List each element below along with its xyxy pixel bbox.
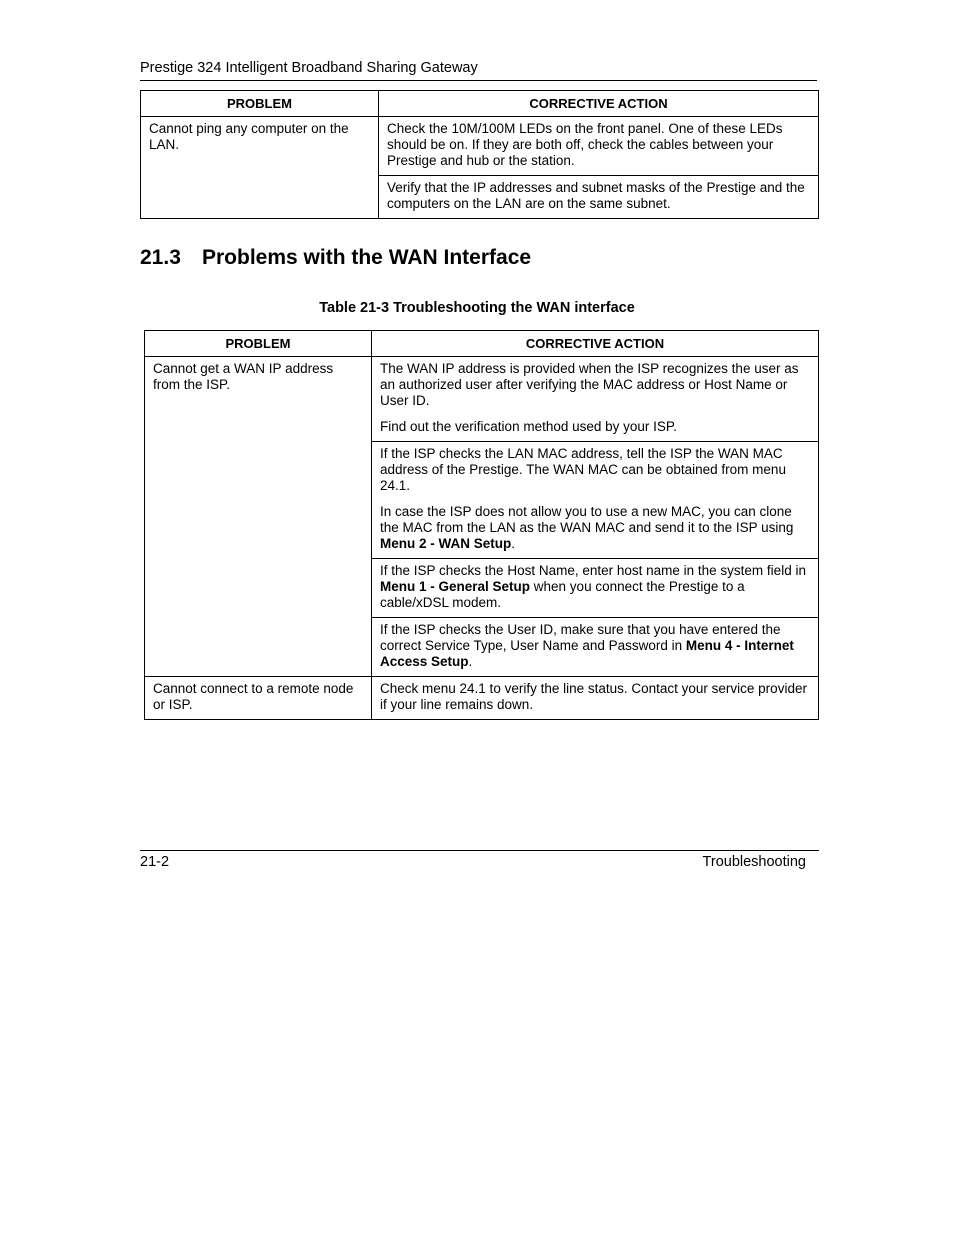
menu-reference: Menu 2 - WAN Setup bbox=[380, 536, 512, 551]
action-cell: Verify that the IP addresses and subnet masks of the Prestige and the computers on the LAN are on the same subnet. bbox=[379, 176, 819, 219]
action-paragraph: The WAN IP address is provided when the ISP recognizes the user as an authorized user after verifying the MAC address or Host Name or User ID. bbox=[380, 361, 799, 408]
text-run: If the ISP checks the Host Name, enter host name in the system field in bbox=[380, 563, 806, 578]
action-cell: Check menu 24.1 to verify the line status. Contact your service provider if your line remains down. bbox=[372, 677, 819, 720]
action-cell bbox=[372, 442, 819, 559]
action-cell bbox=[372, 357, 819, 442]
text-run: . bbox=[468, 654, 473, 669]
text-run: when you connect the Prestige to a cable/xDSL modem. bbox=[380, 579, 745, 610]
table-row bbox=[141, 117, 819, 176]
column-header-corrective-action: CORRECTIVE ACTION bbox=[379, 91, 819, 117]
action-paragraph: If the ISP checks the LAN MAC address, tell the ISP the WAN MAC address of the Prestige. The WAN MAC can be obtained from menu 24.1. bbox=[380, 446, 786, 493]
menu-reference: Menu 4 - Internet Access Setup bbox=[380, 638, 794, 669]
text-run: . bbox=[511, 536, 516, 551]
menu-reference: Menu 1 - General Setup bbox=[380, 579, 531, 594]
footer-rule bbox=[140, 850, 819, 851]
section-number: 21.3 bbox=[140, 246, 181, 269]
table-row bbox=[145, 677, 819, 720]
action-paragraph: Find out the verification method used by your ISP. bbox=[380, 419, 677, 434]
action-cell bbox=[372, 559, 819, 618]
problem-cell: Cannot ping any computer on the LAN. bbox=[141, 117, 379, 219]
table-row bbox=[145, 357, 819, 442]
section-heading bbox=[140, 246, 531, 270]
column-header-problem: PROBLEM bbox=[141, 91, 379, 117]
table-caption: Table 21-3 Troubleshooting the WAN interface bbox=[319, 300, 635, 316]
text-run: In case the ISP does not allow you to use a new MAC, you can clone the MAC from the LAN as the WAN MAC and send it to the ISP using bbox=[380, 504, 794, 535]
table-header-row bbox=[141, 91, 819, 117]
header-rule bbox=[140, 80, 817, 81]
page-number: 21-2 bbox=[140, 854, 170, 870]
action-paragraph bbox=[380, 504, 810, 552]
problem-cell: Cannot get a WAN IP address from the ISP. bbox=[145, 357, 372, 677]
wan-troubleshooting-table bbox=[144, 330, 819, 720]
column-header-corrective-action: CORRECTIVE ACTION bbox=[372, 331, 819, 357]
table-header-row bbox=[145, 331, 819, 357]
lan-troubleshooting-table bbox=[140, 90, 819, 219]
section-title: Problems with the WAN Interface bbox=[202, 246, 532, 269]
column-header-problem: PROBLEM bbox=[145, 331, 372, 357]
chapter-name: Troubleshooting bbox=[702, 854, 806, 870]
text-run: If the ISP checks the User ID, make sure that you have entered the correct Service Type, User Name and Password in bbox=[380, 622, 781, 653]
running-header: Prestige 324 Intelligent Broadband Sharing Gateway bbox=[140, 60, 478, 76]
action-cell bbox=[372, 618, 819, 677]
action-cell: Check the 10M/100M LEDs on the front panel. One of these LEDs should be on. If they are both off, check the cables between your Prestige and hub or the station. bbox=[379, 117, 819, 176]
problem-cell: Cannot connect to a remote node or ISP. bbox=[145, 677, 372, 720]
